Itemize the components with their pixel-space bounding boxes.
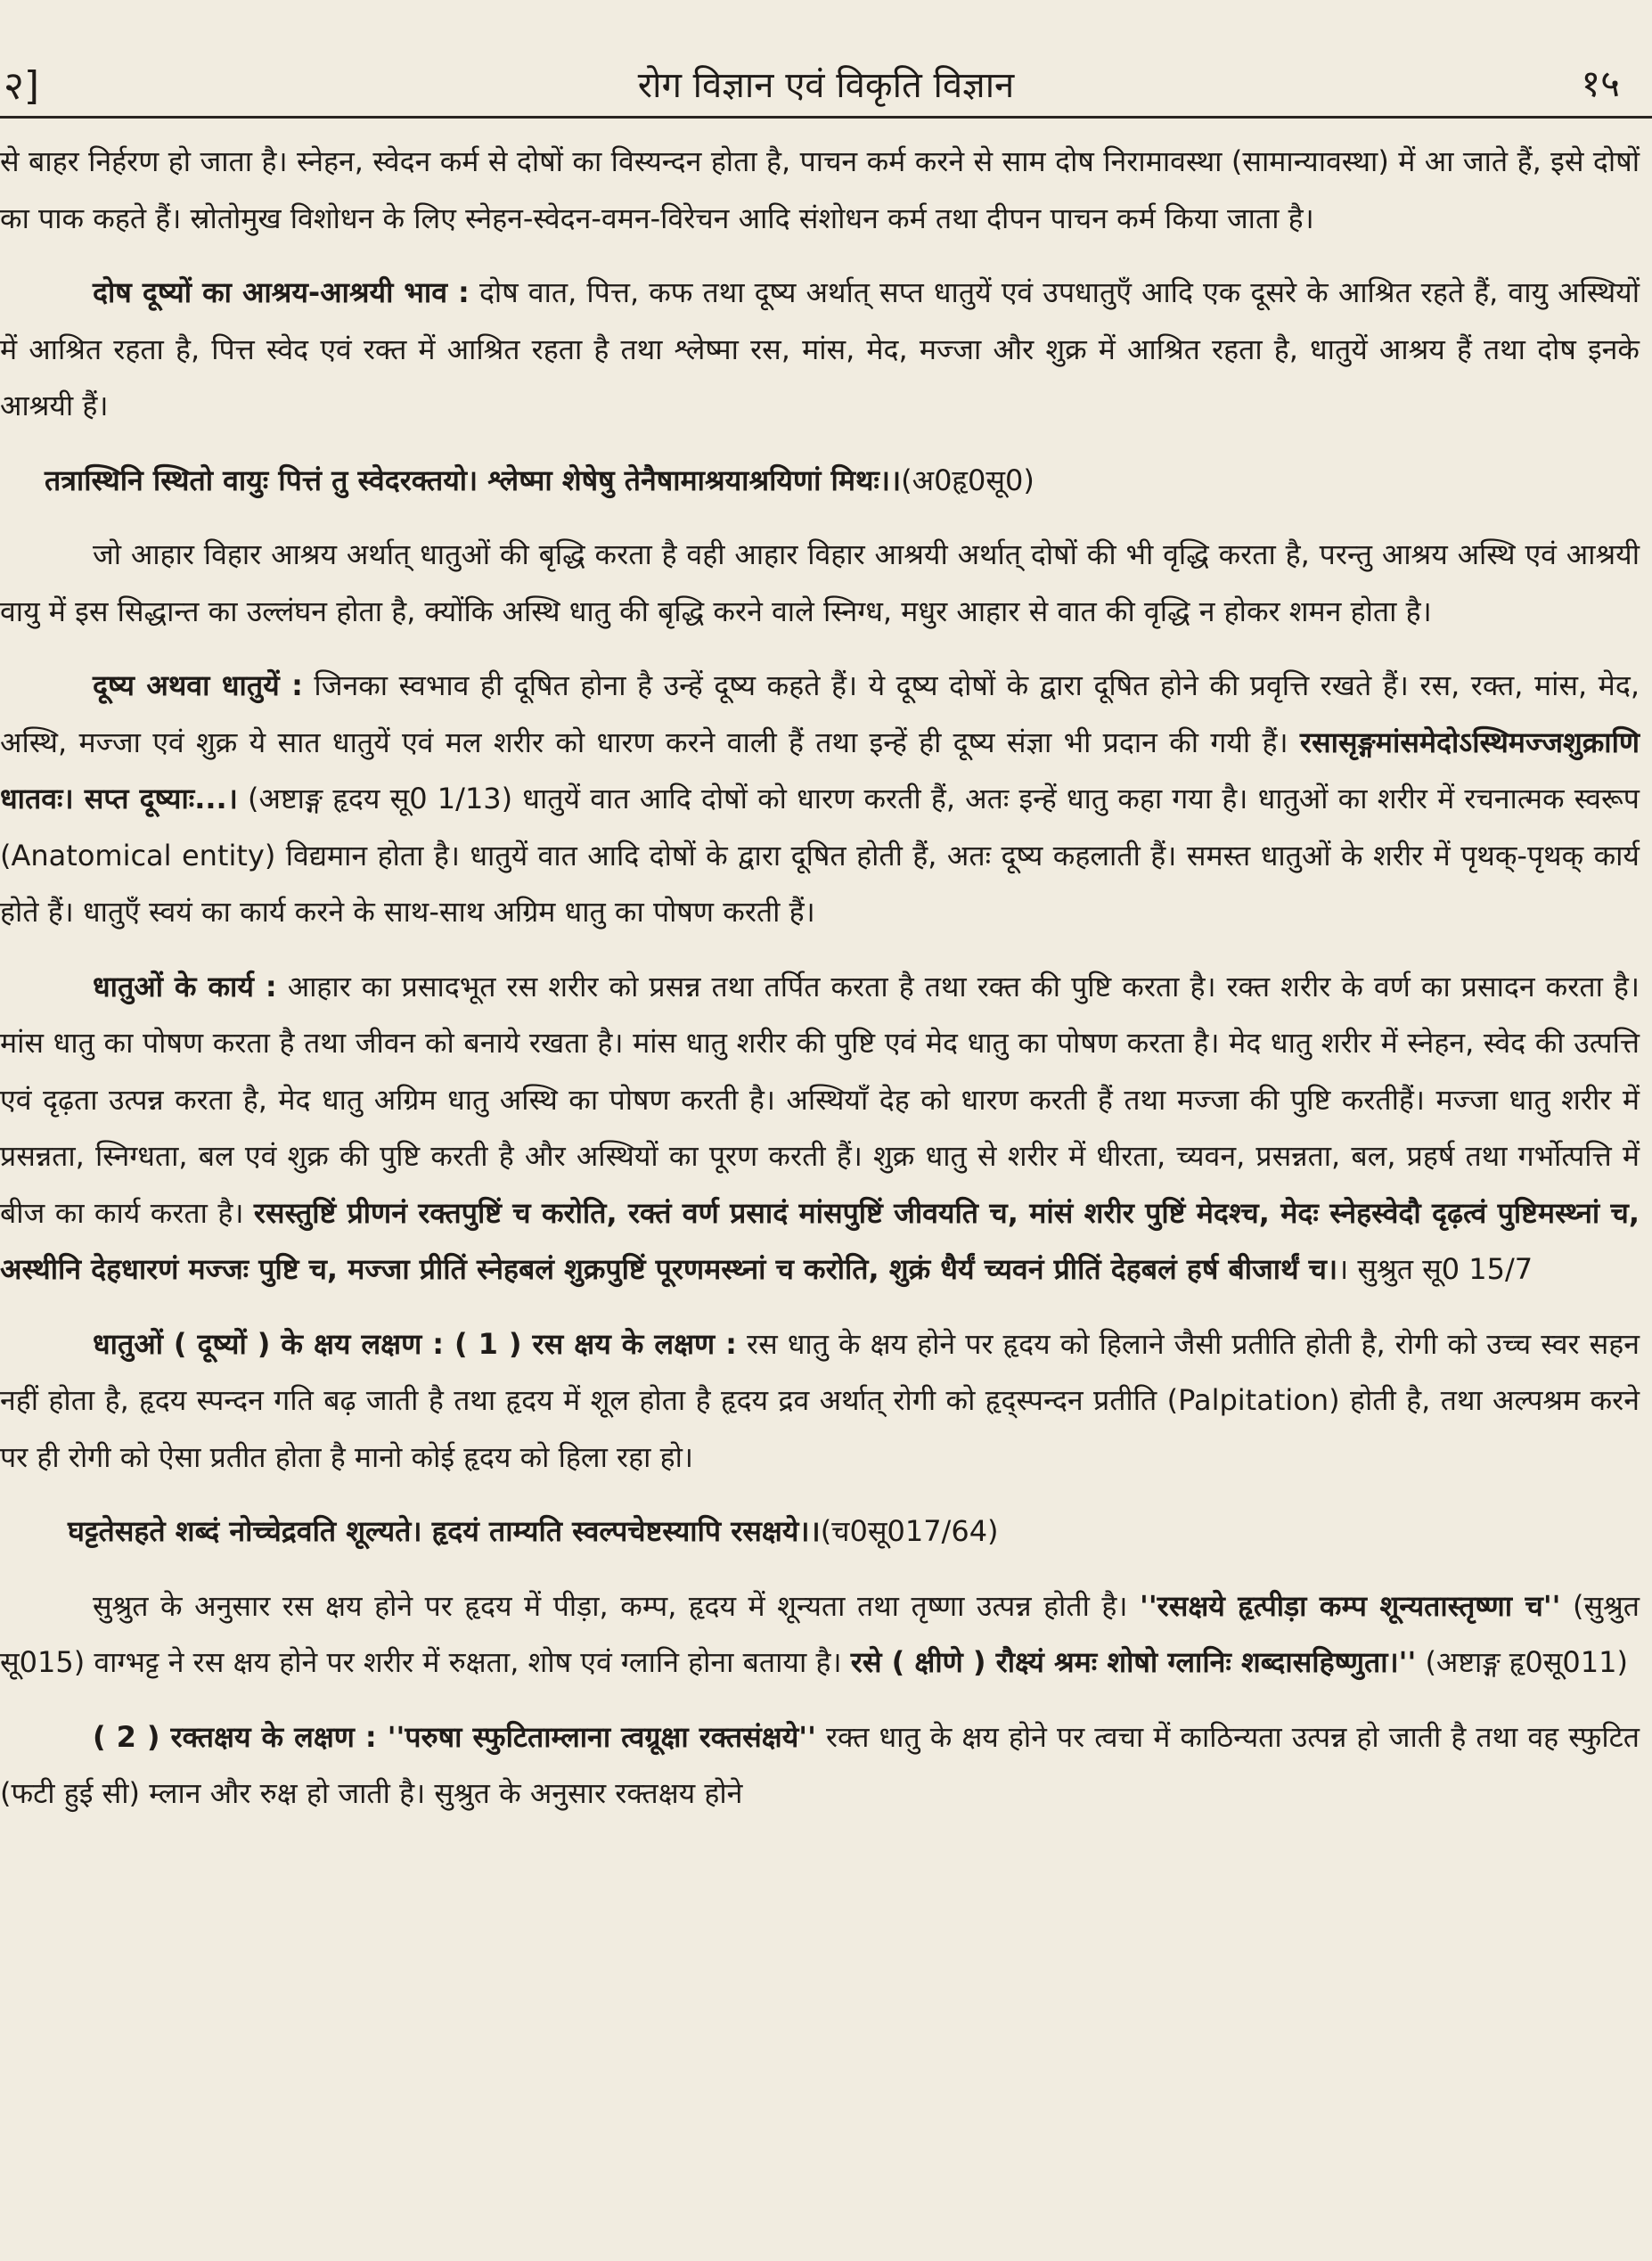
text-dhatu-1: जिनका स्वभाव ही दूषित होना है उन्हें दूष्य कहते हैं। ये दूष्य दोषों के द्वारा दूषित होने की प्रवृत्ति रखते हैं। रस, रक्त, मांस, मेद, अस्थि, मज्जा एवं शुक्र ये सात धातुयें एवं मल शरीर को धारण करने वाली हैं तथा इन्हें ही दूष्य संज्ञा भी प्रदान की गयी हैं। xyxy=(0,668,1640,759)
paragraph-kshaya xyxy=(0,1316,1640,1487)
running-title: रोग विज्ञान एवं विकृति विज्ञान xyxy=(637,65,1015,106)
heading-ashraya: दोष दूष्यों का आश्रय-आश्रयी भाव : xyxy=(93,275,470,309)
ref-karya: । सुश्रुत सू0 15/7 xyxy=(1337,1252,1533,1286)
paragraph-dhatu xyxy=(0,658,1640,941)
paragraph-sushruta xyxy=(0,1578,1640,1692)
page-header xyxy=(0,53,1652,119)
sloka-sushruta-2: रसे ( क्षीणे ) रौक्ष्यं श्रमः शोषो ग्लानिः शब्दासहिष्णुता।'' xyxy=(850,1645,1417,1679)
heading-kshaya: धातुओं ( दूष्यों ) के क्षय लक्षण : ( 1 ) रस क्षय के लक्षण : xyxy=(93,1326,737,1361)
sloka-1 xyxy=(0,453,1640,510)
text-sushruta-2: (सुश्रुत सू015) वाग्भट्ट ने रस क्षय होने पर शरीर में रुक्षता, शोष एवं ग्लानि होना बताया है। xyxy=(0,1588,1640,1679)
sloka-2 xyxy=(0,1503,1640,1561)
text-dhatu-2: (अष्टाङ्ग हृदय सू0 1/13) धातुयें वात आदि दोषों को धारण करती हैं, अतः इन्हें धातु कहा गया है। धातुओं का शरीर में रचनात्मक स्वरूप (Anatomical entity) विद्यमान होता है। धातुयें वात आदि दोषों के द्वारा दूषित होती हैं, अतः दूष्य कहलाती हैं। समस्त धातुओं के शरीर में पृथक्-पृथक् कार्य होते हैं। धातुएँ स्वयं का कार्य करने के साथ-साथ अग्रिम धातु का पोषण करती हैं। xyxy=(0,782,1640,929)
paragraph-ashraya xyxy=(0,265,1640,435)
sloka-sushruta-1: ''रसक्षये हृत्पीड़ा कम्प शून्यतास्तृष्णा च'' xyxy=(1140,1588,1561,1623)
sloka-karya: रसस्तुष्टिं प्रीणनं रक्तपुष्टिं च करोति, रक्तं वर्ण प्रसादं मांसपुष्टिं जीवयति च, मांसं शरीर पुष्टिं मेदश्च, मेदः स्नेहस्वेदौ दृढ़त्वं पुष्टिमस्थ्नां च, अस्थीनि देहधारणं मज्जः पुष्टि च, मज्जा प्रीतिं स्नेहबलं शुक्रपुष्टिं पूरणमस्थ्नां च करोति, शुक्रं धैर्यं च्यवनं प्रीतिं देहबलं हर्ष बीजार्थं च। xyxy=(0,1195,1640,1286)
sloka-raktakshaya: ''परुषा स्फुटिताम्लाना त्वग्रूक्षा रक्तसंक्षये'' xyxy=(376,1719,816,1754)
sloka-dhatu: रसासृङ्गमांसमेदोऽस्थिमज्जशुक्राणि धातवः। सप्त दूष्याः...। xyxy=(0,725,1640,815)
heading-raktakshaya: ( 2 ) रक्तक्षय के लक्षण : xyxy=(93,1719,377,1754)
text-kshaya: रस धातु के क्षय होने पर हृदय को हिलाने जैसी प्रतीति होती है, रोगी को उच्च स्वर सहन नहीं होता है, हृदय स्पन्दन गति बढ़ जाती है तथा हृदय में शूल होता है हृदय द्रव अर्थात् रोगी को हृद्स्पन्दन प्रतीति (Palpitation) होती है, तथा अल्पश्रम करने पर ही रोगी को ऐसा प्रतीत होता है मानो कोई हृदय को हिला रहा हो। xyxy=(0,1326,1640,1474)
paragraph-3: जो आहार विहार आश्रय अर्थात् धातुओं की बृद्धि करता है वही आहार विहार आश्रयी अर्थात् दोषों की भी वृद्धि करता है, परन्तु आश्रय अस्थि एवं आश्रयी वायु में इस सिद्धान्त का उल्लंघन होता है, क्योंकि अस्थि धातु की बृद्धि करने वाले स्निग्ध, मधुर आहार से वात की वृद्धि न होकर शमन होता है। xyxy=(0,537,1640,628)
paragraph-karya xyxy=(0,959,1640,1298)
heading-dhatu: दूष्य अथवा धातुयें : xyxy=(93,668,303,702)
text-karya: आहार का प्रसादभूत रस शरीर को प्रसन्न तथा तर्पित करता है तथा रक्त की पुष्टि करता है। रक्त शरीर के वर्ण का प्रसादन करता है। मांस धातु का पोषण करता है तथा जीवन को बनाये रखता है। मांस धातु शरीर की पुष्टि एवं मेद धातु का पोषण करता है। मेद धातु शरीर में स्नेहन, स्वेद की उत्पत्ति एवं दृढ़ता उत्पन्न करता है, मेद धातु अग्रिम धातु अस्थि का पोषण करती है। अस्थियाँ देह को धारण करती हैं तथा मज्जा की पुष्टि करतीहैं। मज्जा धातु शरीर में प्रसन्नता, स्निग्धता, बल एवं शुक्र की पुष्टि करती है और अस्थियों का पूरण करती हैं। शुक्र धातु से शरीर में धीरता, च्यवन, प्रसन्नता, बल, प्रहर्ष तथा गर्भोत्पत्ति में बीज का कार्य करता है। xyxy=(0,969,1640,1230)
chapter-number: २] xyxy=(4,63,40,109)
sloka-2-text: घट्टतेसहते शब्दं नोच्चेद्रवति शूल्यते। हृदयं ताम्यति स्वल्पचेष्टस्यापि रसक्षये।। xyxy=(68,1514,821,1548)
text-sushruta-3: (अष्टाङ्ग हृ0सू011) xyxy=(1416,1645,1628,1679)
text-ashraya: दोष वात, पित्त, कफ तथा दूष्य अर्थात् सप्त धातुयें एवं उपधातुएँ आदि एक दूसरे के आश्रित रहते हैं, वायु अस्थियों में आश्रित रहता है, पित्त स्वेद एवं रक्त में आश्रित रहता है तथा श्लेष्मा रस, मांस, मेद, मज्जा और शुक्र में आश्रित रहता है, धातुयें आश्रय हैं तथा दोष इनके आश्रयी हैं। xyxy=(0,275,1640,422)
text-sushruta-1: सुश्रुत के अनुसार रस क्षय होने पर हृदय में पीड़ा, कम्प, हृदय में शून्यता तथा तृष्णा उत्पन्न होती है। xyxy=(93,1588,1141,1623)
sloka-1-text: तत्रास्थिनि स्थितो वायुः पित्तं तु स्वेदरक्तयो। श्लेष्मा शेषेषु तेनैषामाश्रयाश्रयिणां मिथः।। xyxy=(45,463,902,497)
heading-karya: धातुओं के कार्य : xyxy=(93,969,277,1004)
page-body xyxy=(0,134,1640,1840)
sloka-2-ref: (च0सू017/64) xyxy=(820,1514,999,1548)
paragraph-raktakshaya xyxy=(0,1709,1640,1823)
sloka-1-ref: (अ0हृ0सू0) xyxy=(901,463,1035,497)
text-raktakshaya: रक्त धातु के क्षय होने पर त्वचा में काठिन्यता उत्पन्न हो जाती है तथा वह स्फुटित (फटी हुई सी) म्लान और रुक्ष हो जाती है। सुश्रुत के अनुसार रक्तक्षय होने xyxy=(0,1719,1640,1810)
paragraph-1: से बाहर निर्हरण हो जाता है। स्नेहन, स्वेदन कर्म से दोषों का विस्यन्दन होता है, पाचन कर्म करने से साम दोष निरामावस्था (सामान्यावस्था) में आ जाते हैं, इसे दोषों का पाक कहते हैं। स्रोतोमुख विशोधन के लिए स्नेहन-स्वेदन-वमन-विरेचन आदि संशोधन कर्म तथा दीपन पाचन कर्म किया जाता है। xyxy=(0,144,1640,235)
page-number: १५ xyxy=(1581,61,1620,105)
